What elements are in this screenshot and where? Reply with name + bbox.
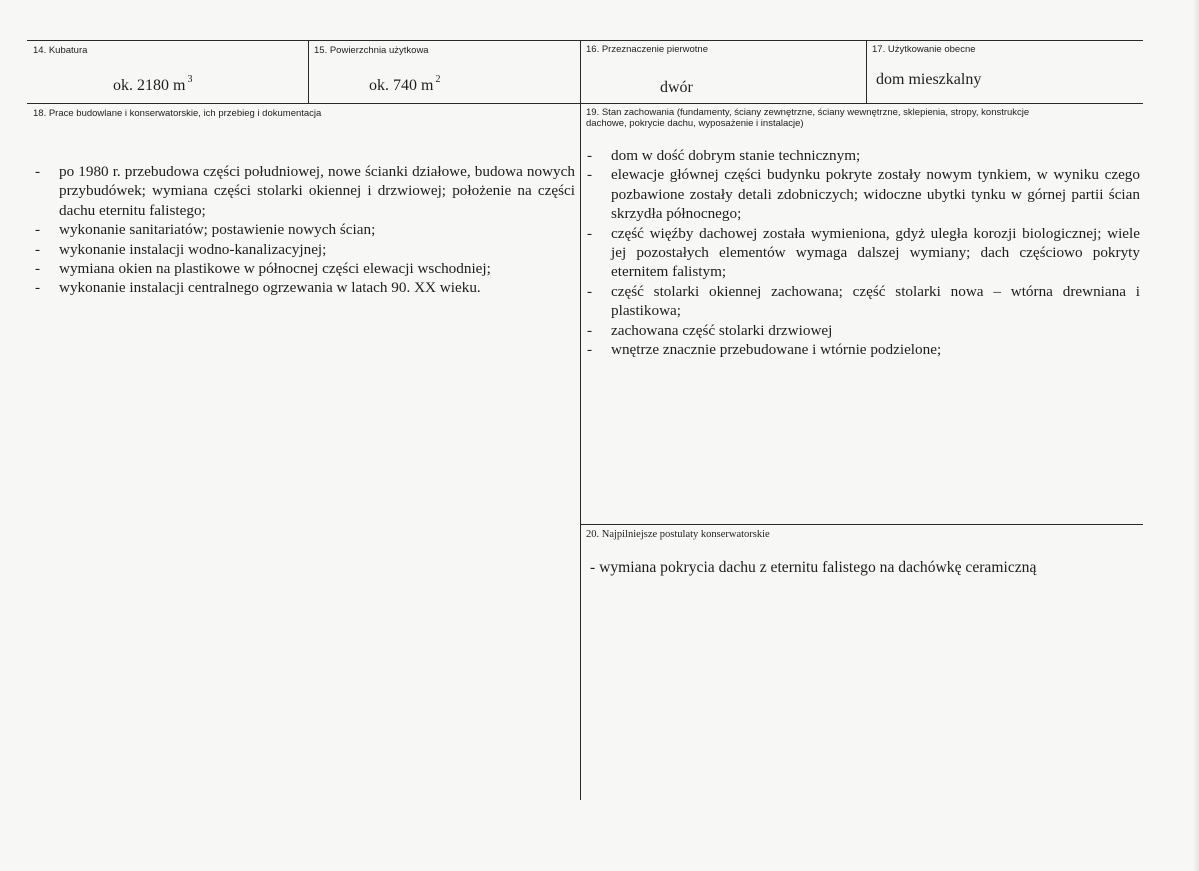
- field-15-unit-exponent: 2: [435, 74, 441, 85]
- field-18-item: - wykonanie sanitariatów; postawienie nowych ścian;: [35, 220, 575, 239]
- field-20-top-rule: [580, 524, 1143, 525]
- field-18-item: - wykonanie instalacji wodno-kanalizacyjnej;: [35, 240, 575, 259]
- divider-16-17: [866, 40, 867, 103]
- field-19-item: - zachowana część stolarki drzwiowej: [587, 321, 1140, 340]
- field-14-value: [113, 74, 192, 95]
- field-18-item: - wymiana okien na plastikowe w północnej części elewacji wschodniej;: [35, 259, 575, 278]
- divider-14-15: [308, 40, 309, 103]
- field-17-label: 17. Użytkowanie obecne: [872, 44, 976, 55]
- field-16-value: dwór: [660, 79, 693, 96]
- field-15-value-text: ok. 740 m: [369, 77, 434, 94]
- field-19-item: - część stolarki okiennej zachowana; część stolarki nowa – wtórna drewniana i plastikowa;: [587, 282, 1140, 321]
- field-20-label: 20. Najpilniejsze postulaty konserwatorskie: [586, 529, 770, 540]
- field-17-value: dom mieszkalny: [876, 71, 982, 88]
- field-19-item: - dom w dość dobrym stanie technicznym;: [587, 146, 1140, 165]
- field-14-unit-exponent: 3: [187, 74, 193, 85]
- field-14-value-text: ok. 2180 m: [113, 77, 186, 94]
- field-18-label: 18. Prace budowlane i konserwatorskie, ich przebieg i dokumentacja: [33, 108, 322, 119]
- field-19-item: - elewacje głównej części budynku pokryte zostały nowym tynkiem, w wyniku czego pozbawione zostały detali zdobniczych; widoczne ubytki tynku w górnej partii ścian skrzydła północnego;: [587, 165, 1140, 223]
- row1-bottom-rule: [27, 103, 1143, 104]
- field-18-item: - po 1980 r. przebudowa części południowej, nowe ścianki działowe, budowa nowych przybudówek; wymiana części stolarki okiennej i drzwiowej; położenie na części dachu eternitu falistego;: [35, 162, 575, 220]
- field-19-item: - wnętrze znacznie przebudowane i wtórnie podzielone;: [587, 340, 1140, 359]
- field-18-item: - wykonanie instalacji centralnego ogrzewania w latach 90. XX wieku.: [35, 278, 575, 297]
- field-19-item: - część więźby dachowej została wymieniona, gdyż uległa korozji biologicznej; wiele jej pozostałych elementów wymaga dalszej wymiany; dach częściowo pokryty eternitem falistym;: [587, 224, 1140, 282]
- field-18-list: [35, 162, 575, 298]
- scan-edge-shadow: [1193, 0, 1199, 871]
- field-19-label: 19. Stan zachowania (fundamenty, ściany zewnętrzne, ściany wewnętrzne, sklepienia, stropy, konstrukcje dachowe, pokrycie dachu, wyposażenie i instalacje): [586, 107, 1030, 129]
- divider-center: [580, 40, 581, 800]
- field-19-list: [587, 146, 1140, 359]
- field-15-value: [369, 74, 440, 95]
- top-rule: [27, 40, 1143, 41]
- field-14-label: 14. Kubatura: [33, 45, 88, 56]
- field-16-label: 16. Przeznaczenie pierwotne: [586, 44, 708, 55]
- field-20-text: - wymiana pokrycia dachu z eternitu falistego na dachówkę ceramiczną: [590, 559, 1037, 576]
- field-15-label: 15. Powierzchnia użytkowa: [314, 45, 429, 56]
